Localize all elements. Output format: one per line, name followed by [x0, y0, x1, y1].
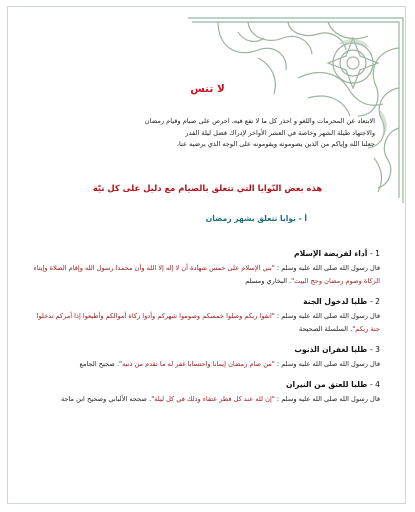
hadith-quote: "بني الإسلام على خمس شهادة أن لا إله إلا الله وأن محمدا رسول الله وإقام الصلاة وإيتاء الزكاة وصوم رمضان وحج البيت": [33, 264, 380, 285]
document-title: لا تنس: [190, 83, 225, 95]
item-title-text: طلبا لغفران الذنوب: [294, 345, 368, 354]
hadith-prefix: قال رسول الله صلى الله عليه وسلم :: [274, 312, 380, 320]
hadith-prefix: قال رسول الله صلى الله عليه وسلم :: [274, 395, 380, 403]
hadith-prefix: قال رسول الله صلى الله عليه وسلم :: [274, 264, 380, 272]
intro-line: جعلنا الله وإياكم من الذين يصومونه ويقومونه على الوجه الذي يرضيه عنا،: [176, 140, 375, 148]
main-heading: هذه بعض النّوايا التي تتعلق بالصيام مع دليل على كل نيّة: [92, 183, 323, 193]
item-title: [26, 248, 380, 260]
intro-paragraph: [40, 116, 375, 151]
item-hadith: [26, 358, 380, 371]
item-number: 3 -: [370, 345, 380, 354]
item-title: [26, 344, 380, 356]
list-item: [26, 344, 380, 371]
hadith-quote: "اتقوا ربكم وصلوا خمسكم وصوموا شهركم وأدوا زكاة أموالكم وأطيعوا إذا أمركم تدخلوا جنة ربكم": [36, 312, 380, 333]
hadith-source: . البخاري ومسلم: [245, 277, 292, 285]
item-title: [26, 379, 380, 391]
item-hadith: [26, 310, 380, 336]
item-hadith: [26, 262, 380, 288]
item-title-text: طلبا للعتق من النيران: [286, 380, 368, 389]
section-heading: أ - نوايا تتعلق بشهر رمضان: [205, 214, 307, 223]
list-item: [26, 296, 380, 336]
item-title: [26, 296, 380, 308]
item-title-text: أداء لفريضة الإسلام: [294, 249, 368, 258]
list-item: [26, 379, 380, 406]
hadith-source: . السلسلة الصحيحة: [298, 325, 353, 333]
list-item: [26, 248, 380, 288]
hadith-prefix: قال رسول الله صلى الله عليه وسلم :: [274, 360, 380, 368]
intro-line: الابتعاد عن المحرمات واللغو و احذر كل ما لا نفع فيه، احرص على صيام وقيام رمضان: [144, 117, 375, 125]
item-number: 2 -: [370, 297, 380, 306]
hadith-quote: "من صام رمضان إيمانا واحتسابا غفر له ما تقدم من ذنبه": [119, 360, 275, 368]
hadith-source: . صححه الألباني وصحيح ابن ماجة: [60, 395, 152, 403]
item-number: 4 -: [370, 380, 380, 389]
hadith-quote: "إن لله عند كل فطر عتقاء وذلك في كل ليلة": [151, 395, 275, 403]
item-hadith: [26, 393, 380, 406]
hadith-source: . صحيح الجامع: [79, 360, 120, 368]
intentions-list: [26, 248, 380, 414]
intro-line: والاجتهاد طيلة الشهر وخاصة في العشر الأواخر لإدراك فضل ليلة القدر: [185, 128, 375, 137]
islamic-corner-ornament: [178, 8, 408, 208]
item-number: 1 -: [370, 249, 380, 258]
item-title-text: طلبا لدخول الجنة: [303, 297, 368, 306]
